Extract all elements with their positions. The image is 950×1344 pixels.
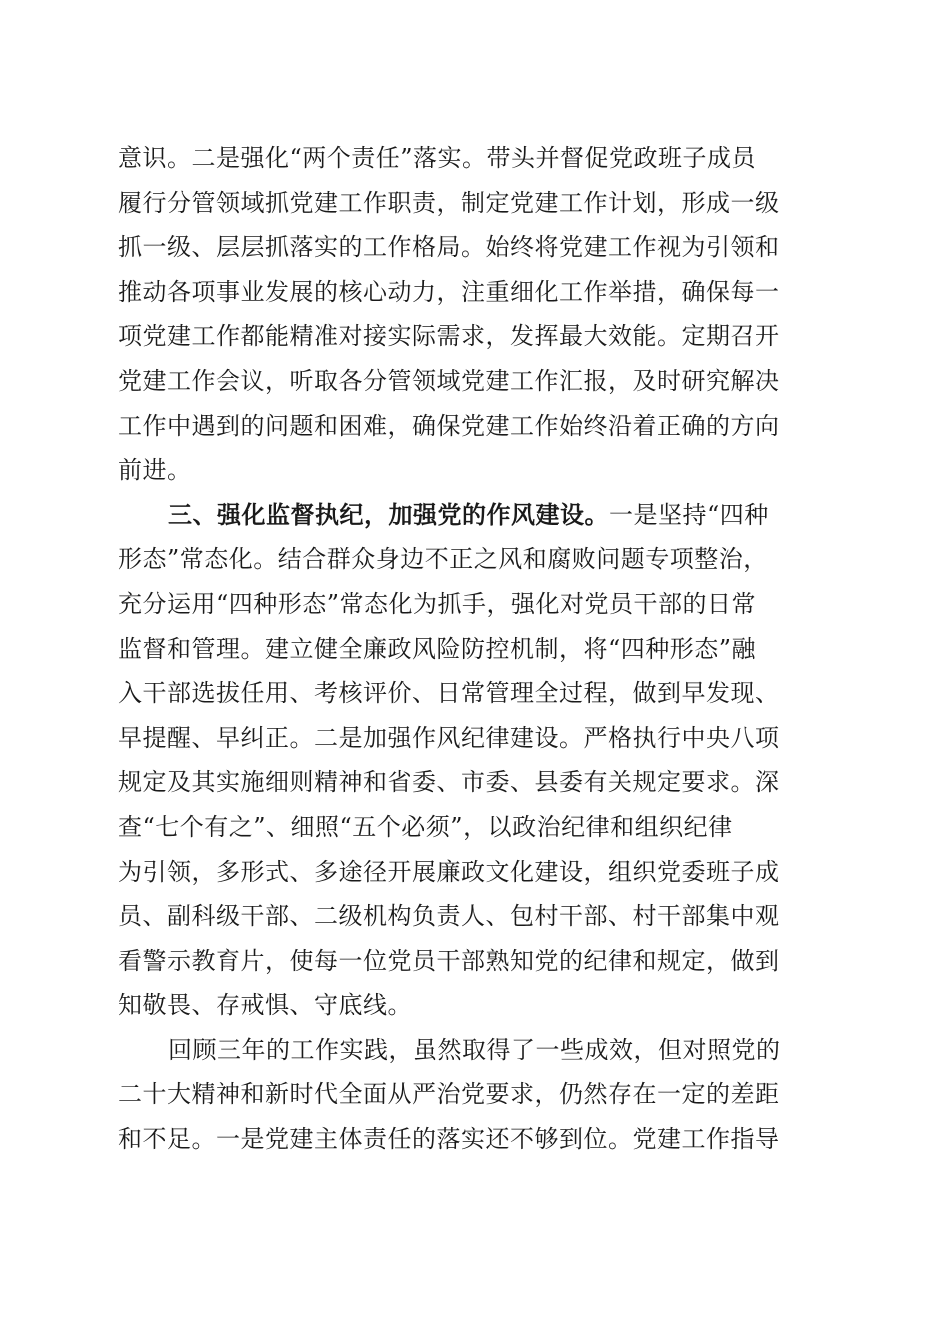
text-line: 为引领，多形式、多途径开展廉政文化建设，组织党委班子成 [118, 857, 780, 886]
text-line: 抓一级、层层抓落实的工作格局。始终将党建工作视为引领和 [118, 233, 780, 262]
text-line: 知敬畏、存戒惧、守底线。 [118, 991, 412, 1020]
text-line: 意识。二是强化“两个责任”落实。带头并督促党政班子成员 [118, 144, 757, 172]
text-line: 党建工作会议，听取各分管领域党建工作汇报，及时研究解决 [118, 366, 780, 395]
text-line: 工作中遇到的问题和困难，确保党建工作始终沿着正确的方向 [118, 411, 780, 440]
text-line: 看警示教育片，使每一位党员干部熟知党的纪律和规定，做到 [118, 946, 780, 975]
text-line: 员、副科级干部、二级机构负责人、包村干部、村干部集中观 [118, 902, 780, 931]
paragraph-1 [118, 136, 830, 493]
text-line: 查“七个有之”、细照“五个必须”，以政治纪律和组织纪律 [118, 812, 733, 841]
paragraph-2 [118, 493, 830, 1028]
text-line: 早提醒、早纠正。二是加强作风纪律建设。严格执行中央八项 [118, 723, 780, 752]
text-line: 回顾三年的工作实践，虽然取得了一些成效，但对照党的 [168, 1035, 781, 1064]
text-line: 项党建工作都能精准对接实际需求，发挥最大效能。定期召开 [118, 322, 780, 351]
section-heading: 三、强化监督执纪，加强党的作风建设。 [168, 499, 609, 529]
text-line: 前进。 [118, 456, 192, 485]
text-line: 和不足。一是党建主体责任的落实还不够到位。党建工作指导 [118, 1125, 780, 1154]
text-line: 充分运用“四种形态”常态化为抓手，强化对党员干部的日常 [118, 589, 757, 618]
text-line: 规定及其实施细则精神和省委、市委、县委有关规定要求。深 [118, 768, 780, 797]
text-line: 履行分管领域抓党建工作职责，制定党建工作计划，形成一级 [118, 188, 780, 217]
paragraph-first-line [118, 493, 830, 538]
text-line: 入干部选拔任用、考核评价、日常管理全过程，做到早发现、 [118, 679, 780, 708]
document-page [118, 136, 830, 1162]
text-line: 监督和管理。建立健全廉政风险防控机制，将“四种形态”融 [118, 634, 757, 663]
text-line: 二十大精神和新时代全面从严治党要求，仍然存在一定的差距 [118, 1080, 780, 1109]
paragraph-3 [118, 1028, 830, 1162]
text-line: 推动各项事业发展的核心动力，注重细化工作举措，确保每一 [118, 277, 780, 306]
text-line: 形态”常态化。结合群众身边不正之风和腐败问题专项整治， [118, 545, 768, 574]
text-span: 一是坚持“四种 [609, 500, 769, 529]
